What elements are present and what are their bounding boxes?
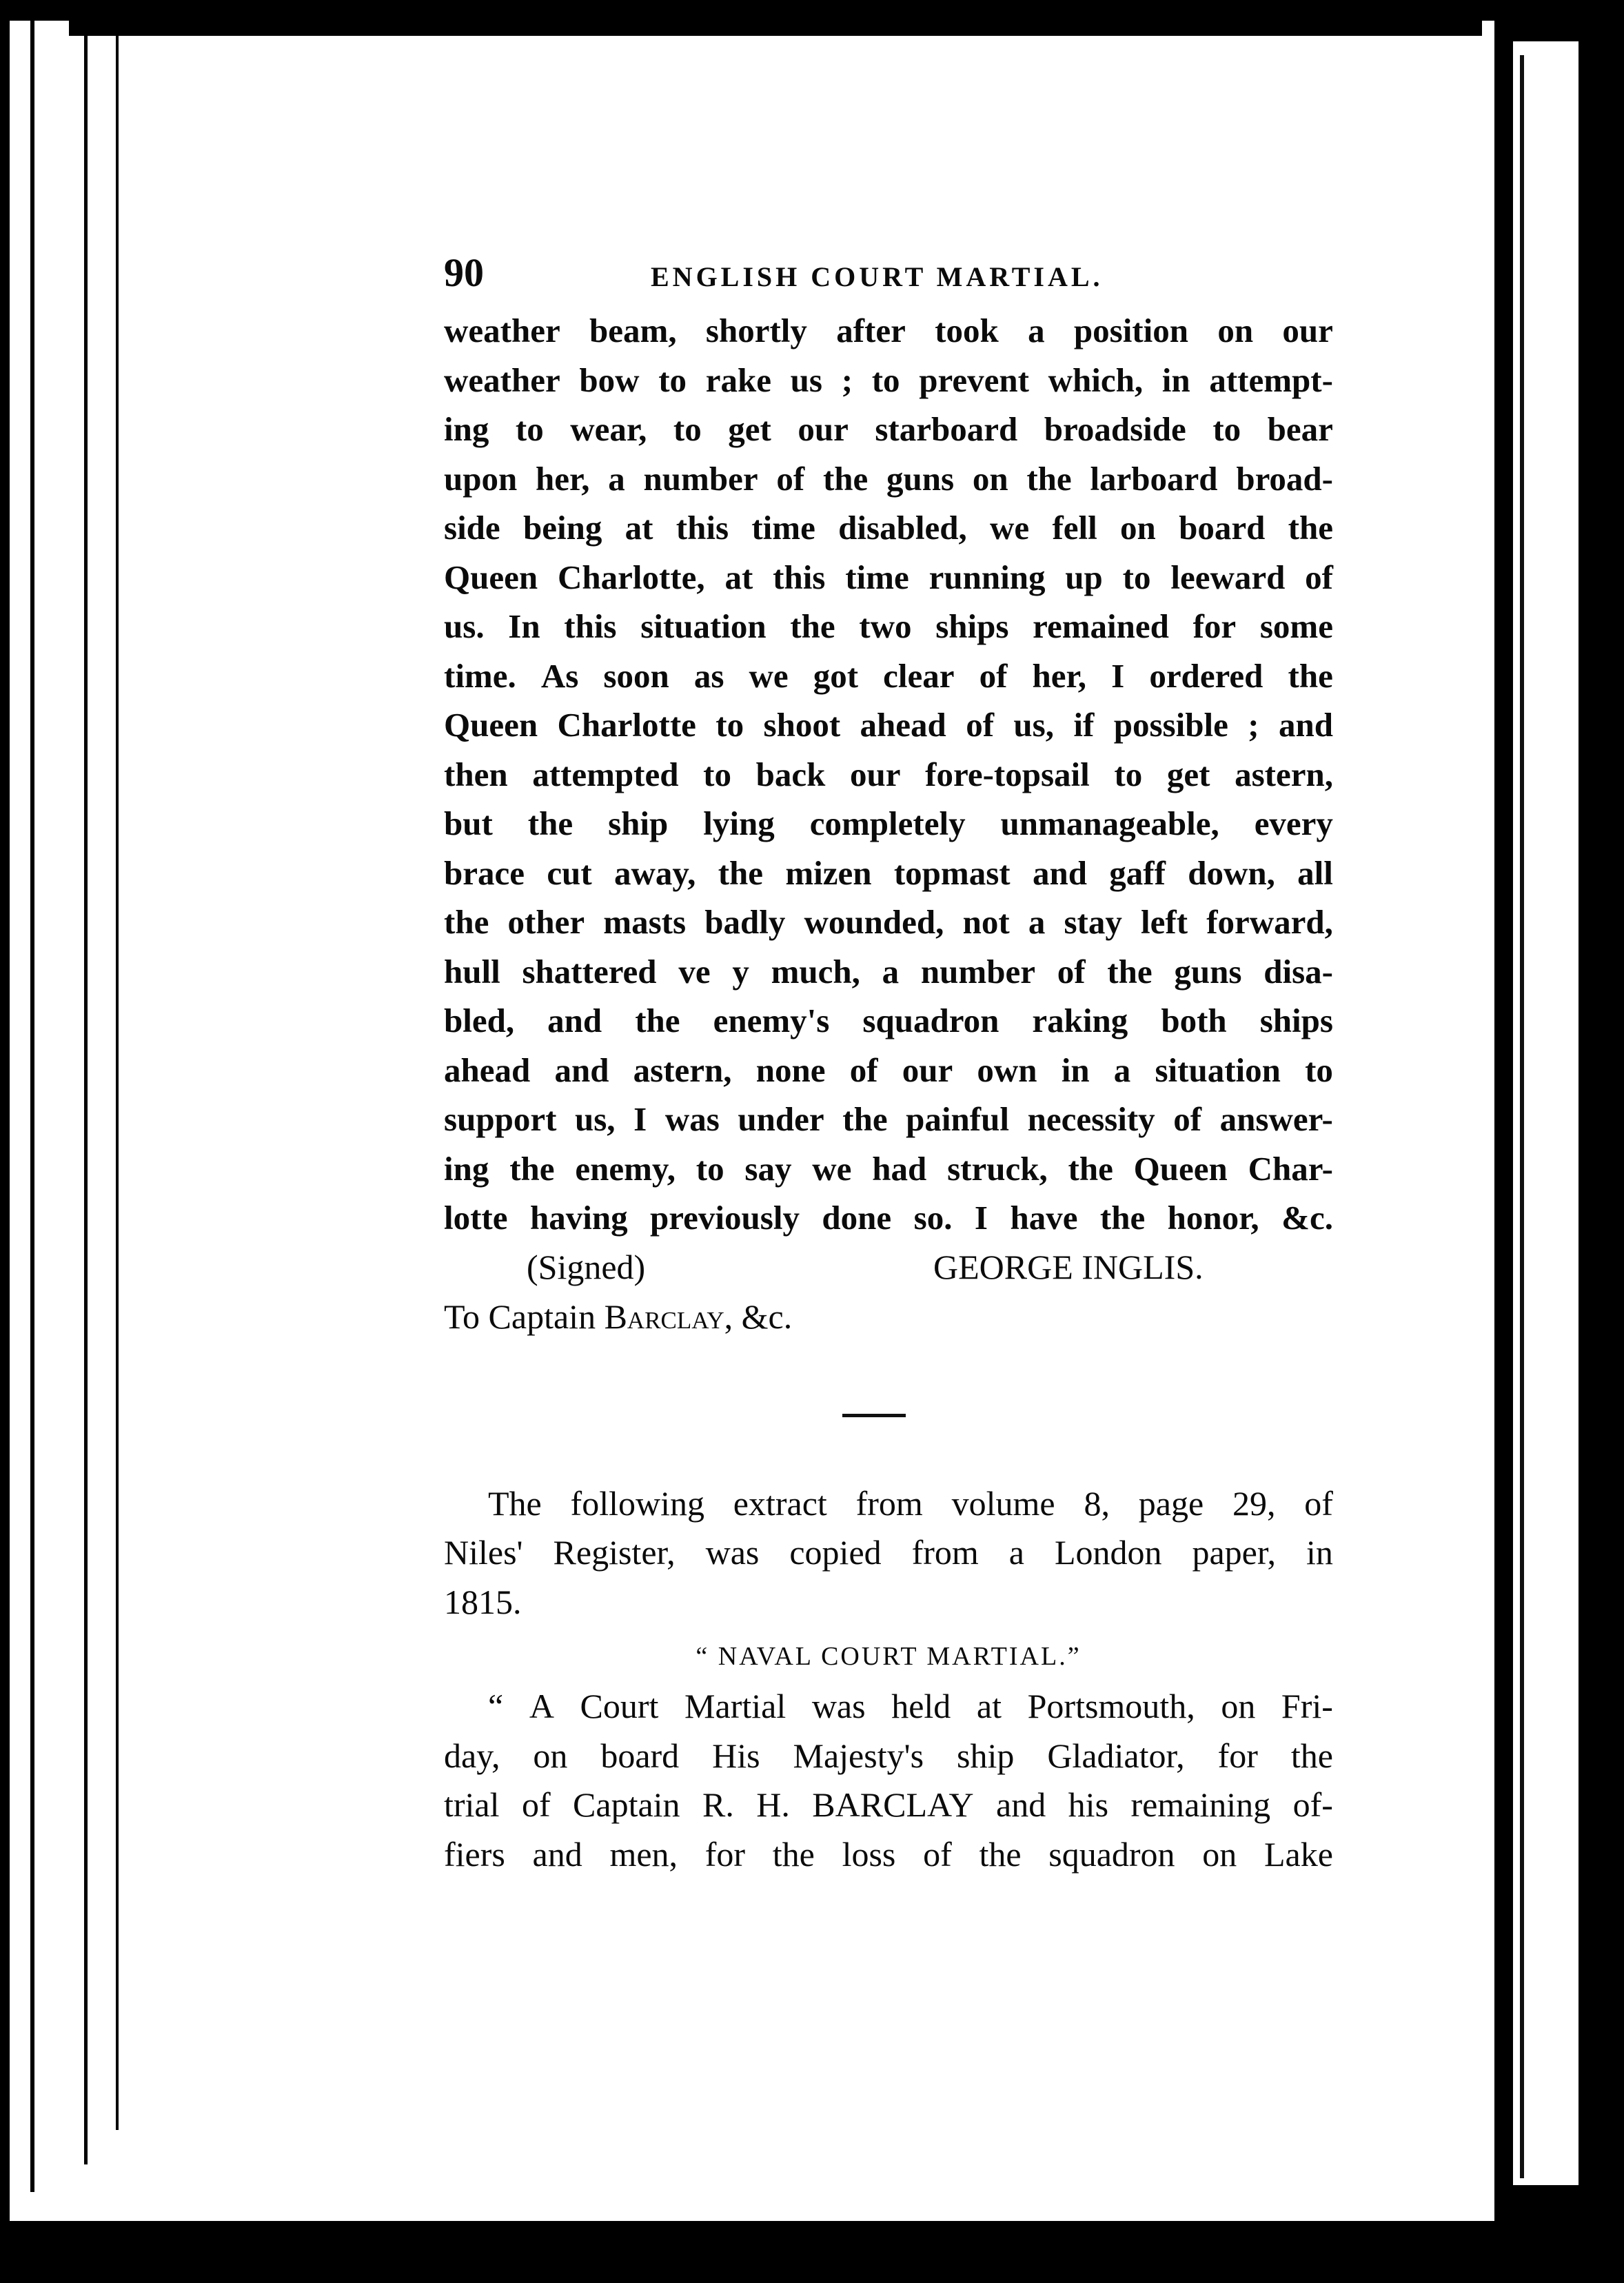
extract-intro [444,1479,1333,1627]
signatory-name: GEORGE INGLIS. [933,1247,1204,1286]
text-line: brace cut away, the mizen topmast and gaff down, all [444,853,1333,892]
running-title: ENGLISH COURT MARTIAL. [651,261,1104,292]
text-line: Niles' Register, was copied from a London paper, in [444,1533,1333,1572]
text-line: us. In this situation the two ships remained for some [444,607,1333,645]
text-line: weather beam, shortly after took a position on our [444,312,1333,349]
text-line: ahead and astern, none of our own in a situation to [444,1051,1333,1089]
letter-text [444,306,1333,1243]
text-line: Queen Charlotte to shoot ahead of us, if possible ; and [444,706,1333,744]
section-heading: “ NAVAL COURT MARTIAL.” [696,1642,1082,1671]
text-line: lotte having previously done so. I have the honor, &c. [444,1199,1333,1237]
text-line: but the ship lying completely unmanageable, every [444,804,1333,842]
page-number: 90 [444,250,484,295]
scan-border-bottom [0,2221,1624,2283]
scan-border-top [0,0,1624,21]
report-text [444,1682,1333,1879]
facing-page-edge-line [1520,55,1524,2178]
scan-top-rule [69,21,1482,36]
text-line: the other masts badly wounded, not a stay left forward, [444,903,1333,941]
section-separator-rule [842,1414,906,1417]
text-line: weather bow to rake us ; to prevent which, in attempt- [444,361,1333,399]
binding-edge-line [84,21,88,2164]
addressee-suffix: , &c. [724,1297,793,1336]
text-line: time. As soon as we got clear of her, I ordered the [444,656,1333,695]
scan-border-left [0,0,10,2283]
text-line: support us, I was under the painful necessity of answer- [444,1100,1333,1138]
running-head [444,248,1333,294]
text-line: bled, and the enemy's squadron raking both ships [444,1002,1333,1039]
addressee-prefix: To Captain [444,1297,596,1336]
text-line: day, on board His Majesty's ship Gladiator, for the [444,1736,1333,1775]
text-line: ing the enemy, to say we had struck, the Queen Char- [444,1149,1333,1188]
page-body [444,248,1333,1879]
text-line: “ A Court Martial was held at Portsmouth, on Fri- [488,1687,1333,1725]
text-line: ing to wear, to get our starboard broadside to bear [444,410,1333,448]
text-line: trial of Captain R. H. BARCLAY and his remaining of- [444,1785,1333,1824]
text-line: then attempted to back our fore-topsail to get astern, [444,755,1333,793]
signed-label: (Signed) [527,1247,646,1286]
binding-edge-line [30,21,34,2192]
text-line: upon her, a number of the guns on the larboard broad- [444,459,1333,498]
text-line: fiers and men, for the loss of the squadron on Lake [444,1834,1333,1874]
addressee-name: Barclay [604,1297,724,1336]
text-line: 1815. [444,1582,522,1621]
addressee-line [444,1292,1333,1342]
text-line: hull shattered ve y much, a number of the guns disa- [444,952,1333,991]
text-line: side being at this time disabled, we fell on board the [444,509,1333,547]
binding-edge-line [116,21,119,2130]
text-line: The following extract from volume 8, page 29, of [488,1483,1333,1523]
extract-block [444,1479,1333,1880]
text-line: Queen Charlotte, at this time running up to leeward of [444,558,1333,596]
signature-row [444,1243,1333,1292]
